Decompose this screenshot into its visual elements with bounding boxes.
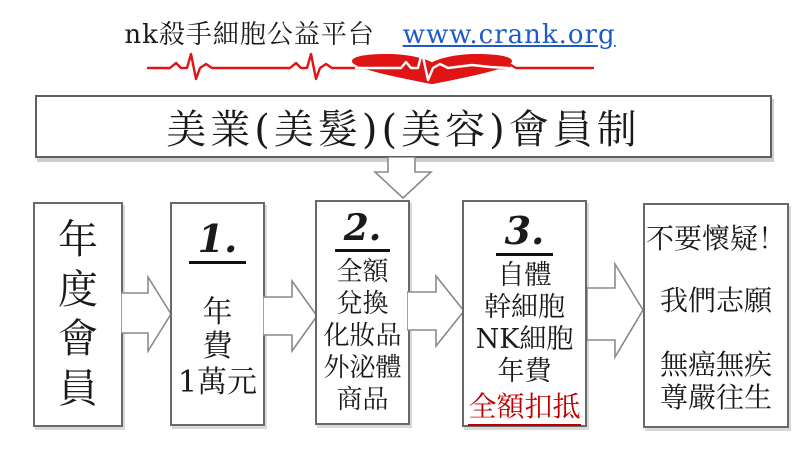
down-arrow-icon: [372, 157, 434, 205]
spacer: [384, 20, 393, 50]
step1-line: 1萬元: [177, 365, 258, 400]
result-box: [643, 203, 789, 428]
vertical-char: 度: [58, 266, 98, 313]
result-line: 尊嚴往生: [659, 381, 772, 414]
full-deduction-highlight: 全額扣抵: [468, 391, 580, 426]
step2-line: 外泌體: [323, 353, 402, 383]
step2-line: 化妝品: [323, 321, 402, 351]
flow-arrow-right-icon: [263, 279, 319, 357]
step1-box: [170, 202, 265, 426]
step1-line: 年: [202, 295, 233, 330]
annual-member-box: [33, 202, 123, 427]
vertical-char: 年: [58, 216, 98, 263]
step3-line: 幹細胞: [483, 292, 565, 323]
flow-arrow-right-icon: [587, 262, 645, 364]
step3-box: [462, 200, 587, 427]
step3-line: 自體: [497, 260, 552, 291]
platform-title: nk殺手細胞公益平台: [124, 20, 375, 50]
membership-title-box: [35, 95, 772, 158]
flow-arrow-right-icon: [121, 275, 173, 357]
step2-line: 全額: [336, 257, 389, 287]
step3-line: 年費: [497, 356, 552, 387]
vertical-char: 會: [58, 316, 98, 363]
flow-arrow-right-icon: [407, 274, 466, 352]
result-line: 不要懷疑！: [645, 222, 786, 255]
step2-line: 商品: [336, 385, 389, 415]
step3-lines: [476, 260, 574, 388]
ekg-pulse-line-icon: [140, 48, 610, 93]
result-line: 無癌無疾: [659, 348, 772, 381]
step1-number: 1.: [189, 218, 247, 264]
result-line: 我們志願: [659, 284, 772, 317]
heartbeat-banner: [140, 48, 610, 93]
step3-line: NK細胞: [475, 324, 574, 355]
step2-box: [315, 200, 410, 425]
step2-lines: [323, 256, 401, 416]
step2-line: 兌換: [336, 289, 389, 319]
membership-title: 美業(美髮)(美容)會員制: [166, 107, 641, 153]
crank-org-link[interactable]: www.crank.org: [402, 20, 616, 50]
header: [0, 14, 740, 51]
step2-number: 2.: [335, 208, 391, 252]
step1-line: 費: [202, 329, 233, 364]
step3-number: 3.: [496, 210, 554, 256]
vertical-char: 員: [58, 366, 98, 413]
